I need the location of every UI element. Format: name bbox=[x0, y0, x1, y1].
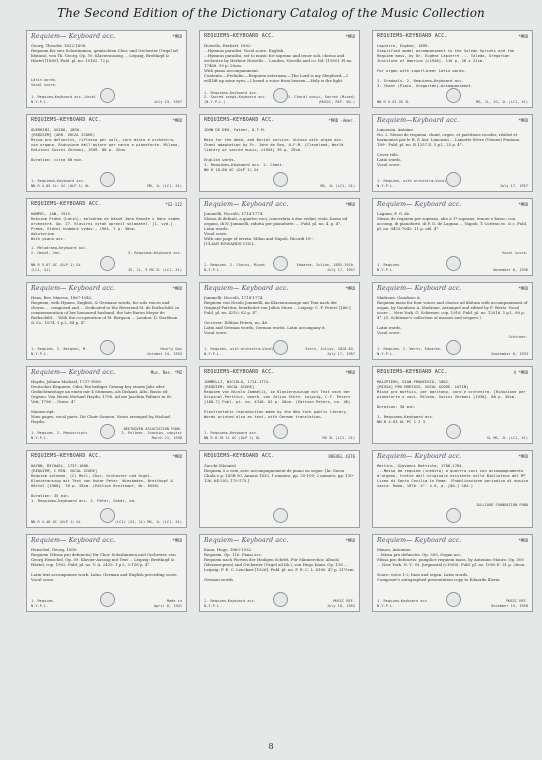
card-call-mark: *MRD bbox=[172, 118, 182, 123]
card-tracing-left: 1. Requiems—Keyboard acc. NN R 8.78 1L OC (OLP 1) OL bbox=[204, 431, 261, 440]
card-call-mark: *MRD bbox=[518, 202, 528, 207]
card-call-mark: *MRD bbox=[172, 538, 182, 543]
card-punch-hole bbox=[446, 88, 461, 103]
card-subject-heading: Requiem— Keyboard acc. bbox=[31, 285, 116, 292]
card-tracing-right: November 6, 1936 bbox=[493, 267, 528, 272]
catalog-card bbox=[372, 30, 533, 108]
card-tracing-right: MG, 1L (LC1, X1) bbox=[320, 183, 355, 188]
card-punch-hole bbox=[273, 172, 288, 187]
card-tracing-left: 1. Requiem—Keyboard acc. N.Y.P.L. bbox=[377, 599, 429, 608]
catalog-card bbox=[26, 114, 187, 192]
card-header bbox=[204, 286, 355, 295]
card-call-mark: *MRD bbox=[518, 286, 528, 291]
card-note-right: 3. Requiems—Keyboard acc. bbox=[127, 250, 182, 255]
card-entry-text: Limousin, Antoine. No. 2. Messe de requiem, chant, orgue, et partitions vocales, réalisé et harmonisé par le R. P. Ant. Limousin ... Lamotte-Sévre (Vienne) Fontane, 189-. Publ. pl. no. R 1257 D. 3 p.l., 25 p. 4°. Cover title. Latin words. Vocal score. bbox=[377, 127, 521, 167]
card-call-mark: *MRD bbox=[518, 454, 528, 459]
catalog-card bbox=[199, 114, 360, 192]
card-header bbox=[377, 202, 528, 211]
catalog-card bbox=[199, 198, 360, 276]
card-entry-text: Jommelli, Niccolò, 1714-1774. Messa di defunti, a quattro voci, concertata a due violini, viola, basso ed organo, di N. Jommelli, ridotta per pianoforte. ... Publ. pl. no. 4. p. 4°. Latin words. Vocal score. With one page of errata. Milan and Napoli, Ricordi 18--. JULIAN EDWARDS COLL. bbox=[204, 211, 348, 246]
card-subject-heading: REQUIEMS—KEYBOARD ACC. bbox=[204, 33, 275, 39]
card-entry-text: Jommelli, Niccolò, 1714-1774. Requiem von Nicolo Jommelli, im Klavierauszuge mit Text nach der Original-Partitur, bearbeitet von Julius Stern ... Leipzig: C. F. Peters [186-]. Publ. pl. no. 4310. 62 p. 4°. On cover: Edition Peters, no. 46. Latin and German words; German words. Latin accompany it. Vocal score. bbox=[204, 295, 352, 335]
catalog-card bbox=[372, 534, 533, 612]
card-entry-text: JOHN DE DEO, Father, O.F.M. Mass for the dead, and Burial service. Unison with organ acc. Chant adaptation by Fr. John de Deo, O.F.M. [Cleveland, World library of sacred music, c1954] 39 p. 29cm. English words. 1. Requiems—Keyboard acc. 2. Chant. NN R 10.60 OC (OLP 1) OL bbox=[204, 127, 344, 172]
card-tracing-left: 1. Requiem. 2. Wertz, Eduardo. N.Y.P.L. bbox=[377, 347, 442, 356]
card-entry-text: Kaun, Hugo, 1863-1932. Requiem. Op. 116. Piano acc. Requiem nach Worten der Heiligen Schrift. Für Männerchor, Altsolo (Mezzosopran) und Orchester (Orgel ad lib.), von Hugo Kaun. Op. 116 ... Leipzig: F. E. C. Leuckart [1926]. Publ. pl. no. F. E. C. L. 8180. 47 p. 31½cm. German words. bbox=[204, 547, 355, 582]
card-tracing-left: 1. Requiem—Keyboard acc. N.Y.P.L. bbox=[204, 599, 256, 608]
card-note-left: 1. Melodrama—Keyboard acc. 2. Hanuš, Jan. bbox=[31, 246, 88, 255]
card-subject-heading: REQUIEMS—KEYBOARD ACC. bbox=[204, 453, 275, 459]
card-tracing-left: 1. Requiem. 2. Bergson, M. N.Y.P.L. bbox=[31, 347, 88, 356]
card-header bbox=[377, 538, 528, 547]
catalog-card bbox=[372, 282, 533, 360]
page-number: 8 bbox=[268, 742, 274, 751]
card-punch-hole bbox=[100, 172, 115, 187]
card-subject-heading: REQUIEMS—KEYBOARD ACC. bbox=[377, 369, 448, 375]
card-tracing-right: JG, 2L, 3 MG 2L (LC1, X1) bbox=[127, 267, 182, 272]
card-subject-heading: Requiem— Keyboard acc. bbox=[31, 33, 116, 40]
card-entry-text: Laguna, F. G. de. Messe de requiem per soprano, alto à 1º soprano, tenore e basso, con accomp. di pianoforte, di F. G. de Laguna ... Napoli, T. Cottrau ec. & c. Publ. pl. no. 9453-7045. 11 p. obl. 4°. bbox=[377, 211, 528, 231]
card-header bbox=[31, 118, 182, 127]
card-subject-heading: REQUIEMS—KEYBOARD ACC. bbox=[204, 117, 275, 123]
card-header bbox=[377, 34, 528, 43]
card-tracing-left: 1. Requiem, with orchestra—Vocal N.Y.P.L. bbox=[377, 179, 447, 188]
card-subject-heading: REQUIEMS—KEYBOARD ACC. bbox=[377, 33, 448, 39]
card-tracing-right: Edwards, Julian, 1855-1910. July 17, 1957 bbox=[296, 263, 355, 272]
card-header bbox=[31, 286, 182, 295]
card-entry-text: Lapierre, Eugène, 1899- Simplified modal accompaniment to the Solemn Sprinks and the Requiem mass, by Dr. Eugène Lapierre ... Toledo, Gregorian Institute of America [c1948]. 116 p. 28 x 21cm. For organ with superlinear Latin words. 1. Graduals. 2. Requiems—Keyboard acc. 3. Chant (Plain, Gregorian)—Accompaniment. bbox=[377, 43, 515, 88]
card-header bbox=[377, 118, 528, 127]
card-call-mark: DREXEL 4376 bbox=[328, 454, 355, 459]
card-punch-hole bbox=[446, 256, 461, 271]
card-call-mark: *MRD bbox=[345, 202, 355, 207]
card-tracing-right: MG, 1L, JG, 1L (LC1, X1) bbox=[476, 99, 528, 104]
card-subject-heading: Requiem— Keyboard acc. bbox=[31, 537, 116, 544]
catalog-card bbox=[372, 366, 533, 444]
catalog-card bbox=[372, 114, 533, 192]
card-tracing-right: September 6, 1933 bbox=[491, 351, 528, 356]
card-entry-text: Howells, Herbert, 1892- ...Hymnus paradisi, Vocal score. English. ...Hymnus paradisi, set to music for soprano and tenor soli, chorus and orchestra by Herbert Howells ... London, Novello and co. ltd. [1950]. Pl.no. 17468. 90 p. 26cm. With piano accompaniment. Contents.—Preludio.—Requiem aeternam.—The Lord is my Shepherd.—I will lift up mine eyes.—I heard a voice from heaven.—Holy is the light. bbox=[204, 43, 353, 83]
card-tracing-left: 1. Requiems—Keyboard acc. 2. Sacred songs—Keyboard acc. (N.Y.P.L.) bbox=[204, 90, 267, 104]
card-entry-text: Haydn, Johann Michael, 1737-1806. Deutscher Requiem. Oder, Ein heiliger Gesang bey einem Jahr oder Gedächtnisstage an einen mir 4 Stimmen, als Diskant, Alto, Basso ed Organo. Von Herrn Michael Haydn, 1796. Ad me Joachim Pallmer in St. Veit, 1796 ... Grass. 4°. Manuscript. Nine pages, vocal parts. Dit Choir Sonnen. Notes arranged by Michael Haydn. bbox=[31, 379, 173, 424]
card-tracing-right: July 17, 1957 bbox=[499, 183, 528, 188]
card-header bbox=[31, 454, 182, 463]
catalog-card bbox=[26, 450, 187, 528]
card-subject-heading: REQUIEMS—KEYBOARD ACC. bbox=[31, 201, 102, 207]
card-tracing-left: NN R 5.67 OC (OLP 1) OL (LC1, X1) bbox=[31, 263, 81, 272]
catalog-card bbox=[199, 282, 360, 360]
catalog-card-grid bbox=[26, 30, 536, 612]
card-notes bbox=[31, 246, 182, 255]
card-entry-text: Martini, Giovanni Battista, 1706-1784. ...Messa da requiem (inedita) a quattro voci con accompagnamento d'organo, tratta dall'originale esistente nella Biblioteca del Mº Liceo di Santo Cecilia in Roma. (Pubblicazione periodica di musica sacra. Roma, 1876. 4°. v.5, p. [80-] 164.) bbox=[377, 463, 528, 488]
card-subject-heading: REQUIEMS—KEYBOARD ACC. bbox=[31, 453, 102, 459]
card-subject-heading: REQUIEMS—KEYBOARD ACC. bbox=[31, 117, 102, 123]
catalog-card bbox=[199, 450, 360, 528]
card-tracing-left: NN R 5.46 OC (OLP 1) OL bbox=[31, 519, 81, 524]
card-tracing-left: 1. Requiem—Keyboard acc.—Vocal N.Y.P.L. bbox=[31, 95, 96, 104]
card-call-mark: *MRD bbox=[172, 34, 182, 39]
card-entry-text: Madrone, Gaudioso A. Requiem mass for four voices and chorus ad libitum with accompaniment of organ, by Gaudioso A. Madrone. Arranged and edited by F. Wertz. Vocal score ... New York, G. Schirmer, cop. 1916. Publ. pl. no. 12016. 1 p.l., 80 p. 4°. (G. Schirmer's collection of masses and vespers.) Latin words. Vocal score. bbox=[377, 295, 528, 335]
card-entry-text: Henschel, Georg, 1850- Requiem (Missa pro defunctis) für Chor, Soloslimmen und Orchester, von Georg Henschel. Op. 59. Klavier-Auszug mit Text ... Leipzig: Breitkopf & Härtel, cop. 1902. Publ. pl. no. V. A. 2429. 1 p.l., 3-138 p. 4°. Latin text accompanies work, Latin, German and English preceding score. Vocal score. bbox=[31, 547, 178, 582]
card-call-mark: 4 *MRD bbox=[513, 370, 528, 375]
card-punch-hole bbox=[273, 424, 288, 439]
card-tracing-left: 1. Requiems—Keyboard acc. NN R 4.85 1L: OC (OLP 1) OL bbox=[31, 179, 90, 188]
card-punch-hole bbox=[100, 592, 115, 607]
card-notes bbox=[31, 78, 182, 87]
card-note-left: Latin words. Vocal score. bbox=[31, 78, 57, 87]
card-call-mark: *S2-112 bbox=[165, 202, 182, 207]
card-punch-hole bbox=[100, 340, 115, 355]
card-header bbox=[31, 370, 182, 379]
catalog-card bbox=[26, 30, 187, 108]
page-title: The Second Edition of the Dictionary Catalog of the Music Collection bbox=[57, 6, 485, 20]
card-subject-heading: Requiem— Keyboard acc. bbox=[377, 453, 462, 460]
card-call-mark: Mus. Res. *MZ bbox=[150, 370, 182, 375]
card-subject-heading: REQUIEMS—KEYBOARD ACC. bbox=[204, 369, 275, 375]
card-header bbox=[204, 34, 355, 43]
card-call-mark: *MRD -Amer. bbox=[328, 118, 355, 123]
card-tracing-right: Stern, Julius, 1820-83. July 17, 1957 bbox=[305, 347, 355, 356]
card-punch-hole bbox=[100, 256, 115, 271]
card-subject-heading: Requiem— Keyboard acc. bbox=[204, 201, 289, 208]
card-tracing-left: 1. Requiem. N.Y.P.L. bbox=[31, 599, 55, 608]
card-subject-heading: Requiem— Keyboard acc. bbox=[377, 537, 462, 544]
card-call-mark: *MRD bbox=[345, 286, 355, 291]
card-tracing-left: NN R 5.53 OS 3L bbox=[377, 99, 410, 104]
card-tracing-left: 1. Requiem. 2. Chorus, Mixed. N.Y.P.L. bbox=[204, 263, 267, 272]
catalog-card bbox=[372, 450, 533, 528]
catalog-card bbox=[372, 198, 533, 276]
card-punch-hole bbox=[100, 508, 115, 523]
card-note-right: Schirmer. bbox=[508, 334, 528, 339]
card-tracing-right: SL MG, JL (LC1, X1) bbox=[486, 435, 528, 440]
card-header bbox=[377, 286, 528, 295]
card-punch-hole bbox=[446, 424, 461, 439]
card-notes bbox=[377, 251, 528, 255]
card-call-mark: *MRD bbox=[345, 370, 355, 375]
catalog-card bbox=[26, 198, 187, 276]
card-tracing-right: BEETHOVEN ASSOCIATION FUND. 3. Pallmer, Joachim, copyist March 21, 1938 bbox=[121, 426, 182, 440]
card-tracing-right: 3. Choral music, Sacred (Mixed) (MUSIC, REF. ED.) bbox=[287, 95, 355, 104]
card-tracing-right: MB, 1L (LC1, X1) bbox=[147, 183, 182, 188]
card-notes bbox=[377, 335, 528, 339]
card-header bbox=[31, 202, 182, 211]
catalog-card bbox=[199, 366, 360, 444]
card-header bbox=[204, 118, 355, 127]
card-punch-hole bbox=[273, 592, 288, 607]
card-entry-text: GUERRINI, GUIDO, 1890- [REQUIEM] (ARR. VOCAL SCORE) Missa pro defunctis, riflesso per soli, coro misto e orchestra, con organo. Riduzione dell'autore per canto e pianoforte. Milano, Edizioni Suvini Zerboni, 1949. 80 p. 32cm. Duration: circa 60 min. bbox=[31, 127, 180, 162]
card-entry-text: Haas, Rev. Marcus, 1867-1942. Requiem, with Hymns, English, & Germans words, for solo voices and chorus ... composed and ... Dedicated to the Reverend M. de Rothschild, in commemoration of her honoured husband, the late Baron Meyer de Rothschild ... With the co-operation of M. Bergson ... London: D. Davidson & Co., 1874. 1 p.l., 84 p. 4°. bbox=[31, 295, 179, 325]
card-entry-text: HAYDN, MICHAEL, 1737-1806. [REQUIEM, C MIN. VOCAL SCORE] Requiem solemne, (C) Moll, Chor, Orchester und Orgel. Klavierauszug mit Text von Oskar Peter. Wiesbaden, Breitkopf & Härtel [1968]. 70 p. 28cm. (Edition Breitkopf, Nr. 6558) Duration: 35 min. 1. Requiems—Keyboard acc. 2. Peter, Oskar, ed. bbox=[31, 463, 173, 503]
card-entry-text: JOMMELLI, NICCOLÒ, 1714-1774. [REQUIEM; VOCAL SCORE] Requiem von Nicolo Jommelli, im Klavierauszuge mit Text nach der Original-Partitur, bearb. von Julius Stern. Leipzig, C.F. Peters [188-?] Publ. pl. no. 4310. 62 p. 28cm. (Edition Peters, no. 46) Electrostatic reproduction made by the New York public library. Words printed also as text, with German translation. bbox=[204, 379, 351, 419]
card-call-mark: *MRD bbox=[172, 454, 182, 459]
card-tracing-right: MG 3L (LC1, X1) bbox=[322, 435, 355, 440]
card-punch-hole bbox=[446, 172, 461, 187]
card-call-mark: *MRD bbox=[172, 286, 182, 291]
card-subject-heading: Requiem— Keyboard acc. bbox=[204, 285, 289, 292]
card-call-mark: *MRD bbox=[345, 34, 355, 39]
catalog-card bbox=[199, 534, 360, 612]
card-tracing-right: (LC1) (X1, 1L) MG, 1L (LC1, X1) bbox=[114, 519, 182, 524]
card-entry-text: MALIPIERO, GIAN FRANCESCO, 1882- [MISSA] PRO MORTUIS. VOCAL SCORE. LATIN] Missa pro mortuis, per baritono, coro e orchestra. [Riduzione per pianoforte e voci. Milano, Suvini Zerboni [1938]. 80 p. 30cm. Duration: 30 min. 1. Requiems—Keyboard acc. NN R 4.83 OL PC 1 2 3 bbox=[377, 379, 526, 424]
card-header bbox=[204, 370, 355, 379]
card-tracing-right: Made in April 6, 1941 bbox=[153, 599, 182, 608]
card-punch-hole bbox=[446, 592, 461, 607]
card-entry-text: Zucchi (Mounis) Requiem 5 a voix, avec accompagnement de piano ou orgue. [In: Sacra Chula e p. 185B 90. Annuis 1832, 1 numero, pp. 35-109; 2 numero, pp. 130-136, 64-205; 170-175.] bbox=[204, 463, 355, 483]
card-punch-hole bbox=[446, 340, 461, 355]
catalog-card bbox=[26, 282, 187, 360]
card-tracing-right: MUSIC REF. December 19, 1958 bbox=[491, 599, 528, 608]
card-call-mark: *MRD bbox=[518, 118, 528, 123]
card-punch-hole bbox=[273, 508, 288, 523]
card-header bbox=[204, 202, 355, 211]
card-header bbox=[31, 34, 182, 43]
card-entry-text: Mauro, Antonino. ...Missa pro defunctis. Op. 500. Organ acc. Missa pro defunctis: pumplice requiem mass, by Antonino Mauro. Op. 500 ... New York, N. Y.: St. Jurgenstal (c1958). Publ. pl. no. 1000 E. 31 p. 26cm. Score: voice 1-2, bass and organ. Latin words. Composer's autographed presentation copy to Eduardo Illeria. bbox=[377, 547, 526, 582]
card-call-mark: *MRD bbox=[518, 34, 528, 39]
card-punch-hole bbox=[446, 508, 461, 523]
card-header bbox=[377, 454, 528, 463]
card-punch-hole bbox=[273, 88, 288, 103]
card-tracing-left: 1. Requiem, with orchestra—Vocal N.Y.P.L. bbox=[204, 347, 274, 356]
card-header bbox=[31, 538, 182, 547]
card-subject-heading: Requiem— Keyboard acc. bbox=[377, 285, 462, 292]
card-subject-heading: Requiem— Keyboard acc. bbox=[377, 201, 462, 208]
card-subject-heading: Requiem— Keyboard acc. bbox=[31, 369, 116, 376]
card-punch-hole bbox=[273, 256, 288, 271]
catalog-card bbox=[26, 534, 187, 612]
card-tracing-right: July 23, 1957 bbox=[153, 99, 182, 104]
card-tracing-left: 1. Requiem. N.Y.P.L. bbox=[377, 263, 401, 272]
card-punch-hole bbox=[100, 88, 115, 103]
card-call-mark: *MRD bbox=[518, 538, 528, 543]
card-tracing-right: MUSIC REF. July 18, 1952 bbox=[326, 599, 355, 608]
card-entry-text: HAMPEL, JAN, 1915- Rekviem Praha (Latin); melodram na básně Jana Hanuše s Hans vodem orchestra. Op. 27. Klavírní výtah upravil skladatel. [1. vyd.] Praha, Státní hudební vydav., 1964. 7 p. 30cm. Adiutorium. With piano acc. bbox=[31, 211, 180, 241]
card-subject-heading: Requiem— Keyboard acc. bbox=[204, 537, 289, 544]
card-header bbox=[204, 454, 355, 463]
card-note-right: JULLIARD FOUNDATION FUND bbox=[476, 502, 528, 507]
card-note-right: Vocal score. bbox=[502, 250, 528, 255]
card-header bbox=[377, 370, 528, 379]
card-entry-text: Georg, Theodor, 1822-1898. Requiem für vier Solostimmen, gemischten Chor, und Orchester (Orgel ad libitum), von Th. Georg. Op. 50. Klavierauszug ... Leipzig, Breitkopf & Härtel [1880]. Publ. pl. no. 15162. 72 p. bbox=[31, 43, 178, 63]
card-punch-hole bbox=[273, 340, 288, 355]
catalog-card bbox=[199, 30, 360, 108]
card-punch-hole bbox=[100, 424, 115, 439]
card-tracing-right: Hourly Day October 24, 1933 bbox=[147, 347, 182, 356]
card-header bbox=[204, 538, 355, 547]
catalog-card bbox=[26, 366, 187, 444]
card-notes bbox=[377, 503, 528, 507]
card-call-mark: *MRD bbox=[345, 538, 355, 543]
card-subject-heading: Requiem—Keyboard acc. bbox=[377, 117, 460, 124]
card-tracing-left: 1. Requiem. 2. Manuscripts N.Y.P.L. bbox=[31, 431, 88, 440]
